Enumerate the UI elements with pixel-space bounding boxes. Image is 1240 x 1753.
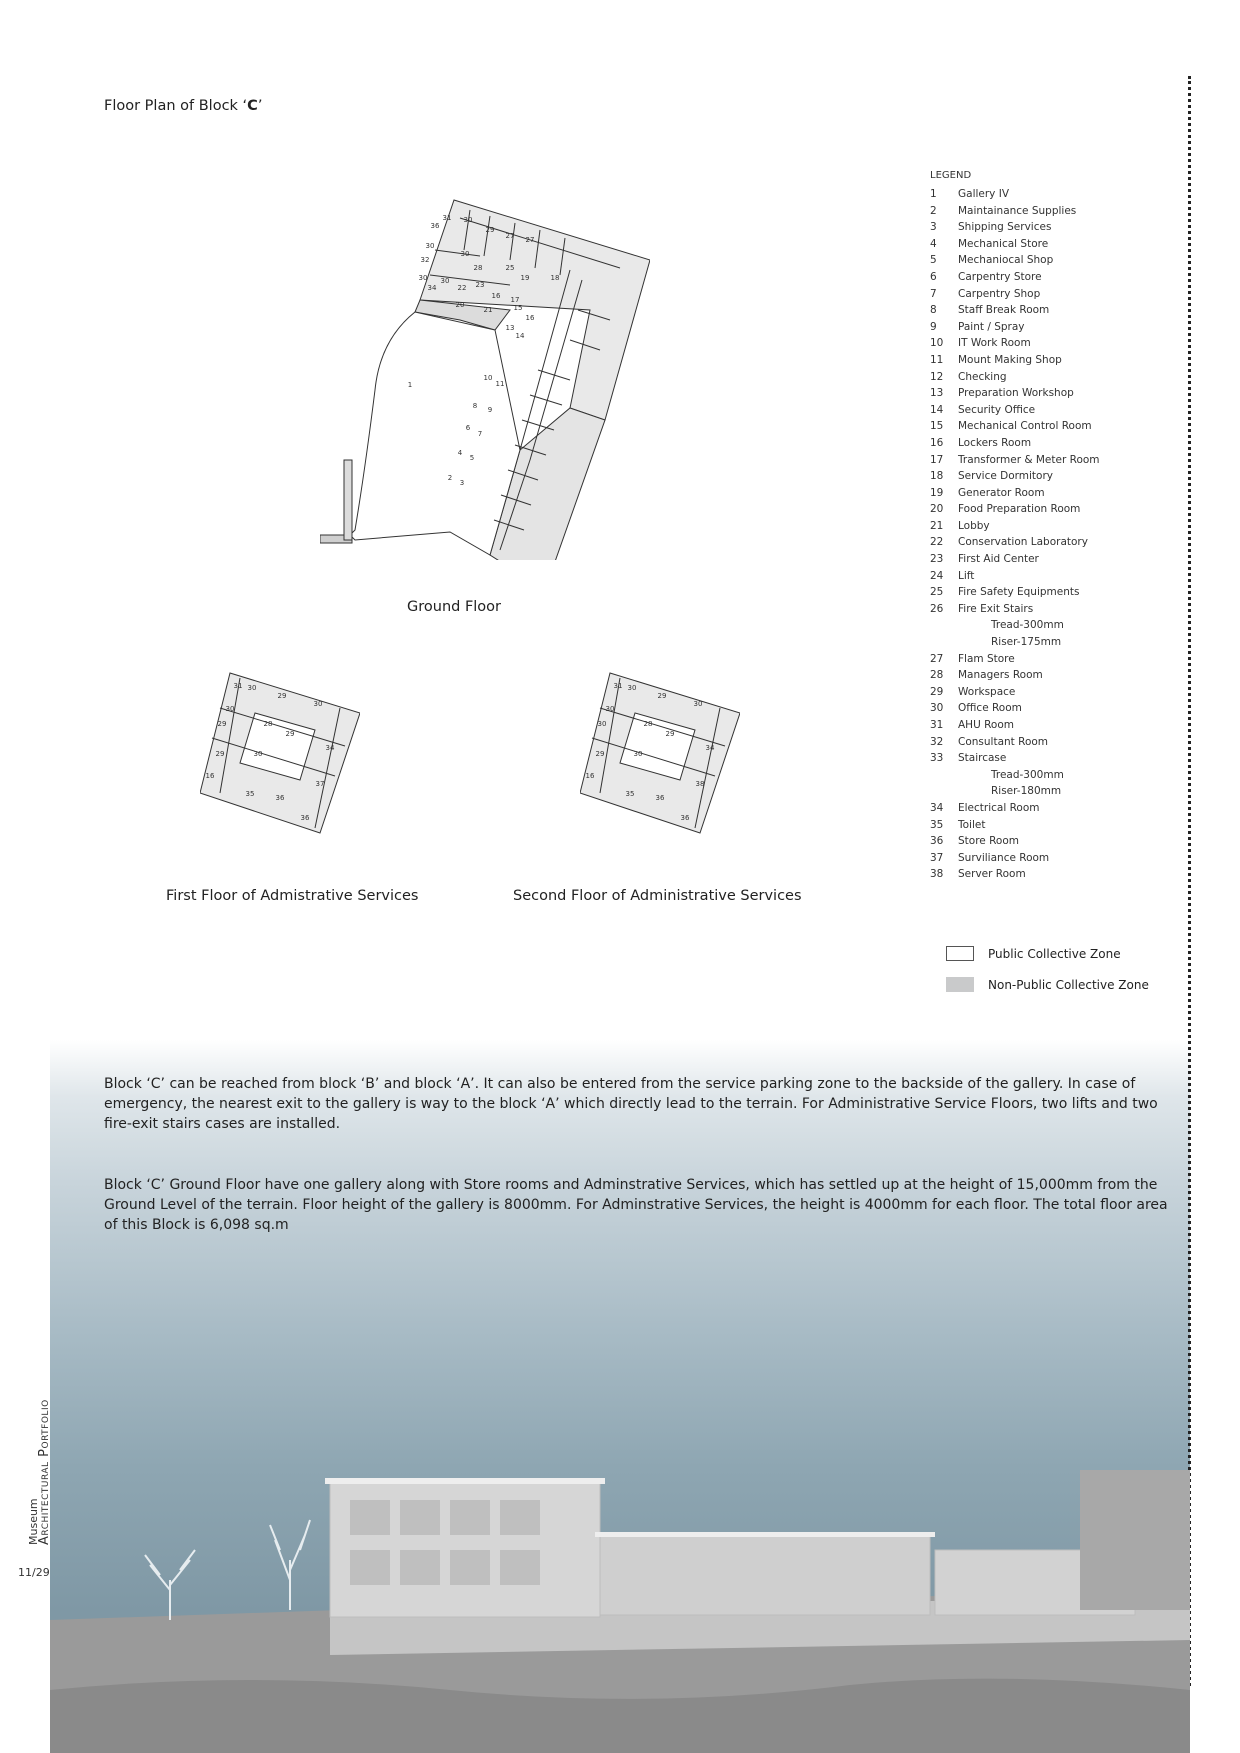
legend-item-number: 26	[930, 602, 944, 615]
legend-item-label: Transformer & Meter Room	[958, 453, 1100, 466]
svg-text:7: 7	[477, 430, 483, 438]
svg-text:16: 16	[525, 314, 535, 322]
legend-item-label: Gallery IV	[958, 188, 1010, 200]
svg-text:38: 38	[695, 780, 705, 788]
legend-item-number: 37	[930, 851, 944, 864]
svg-text:34: 34	[325, 744, 335, 752]
page-number: 11/29	[18, 1566, 50, 1579]
svg-text:4: 4	[457, 449, 463, 457]
svg-text:18: 18	[550, 274, 560, 282]
legend-item	[930, 866, 1100, 883]
svg-text:36: 36	[300, 814, 310, 822]
legend-item-number: 3	[930, 221, 937, 234]
legend-item	[930, 435, 1100, 452]
admin-roof	[325, 1478, 605, 1484]
svg-text:29: 29	[277, 692, 287, 700]
legend-item-number	[930, 634, 958, 651]
legend-item	[930, 734, 1100, 751]
legend-item-number: 16	[930, 436, 944, 449]
svg-text:30: 30	[627, 684, 637, 692]
portfolio-side-label	[28, 1285, 52, 1545]
svg-text:36: 36	[655, 794, 665, 802]
legend-item	[930, 767, 1100, 784]
legend-item	[930, 302, 1100, 319]
legend-item-number: 35	[930, 818, 944, 831]
legend-item	[930, 800, 1100, 817]
legend-item-number: 9	[930, 320, 937, 333]
legend-item-number	[930, 783, 958, 800]
legend-item-number: 31	[930, 719, 944, 731]
legend-item-label: Security Office	[958, 403, 1036, 416]
svg-text:21: 21	[483, 306, 493, 314]
legend-item-label: Server Room	[958, 868, 1026, 881]
legend-item-number: 30	[930, 702, 944, 715]
building-section-elevation	[50, 1440, 1190, 1753]
legend-item-label: Tread-300mm	[991, 619, 1064, 632]
legend-item	[930, 717, 1100, 734]
legend-item-number: 2	[930, 204, 937, 217]
public-zone-swatch	[946, 946, 974, 961]
legend-item	[930, 219, 1100, 236]
legend-item-label: Shipping Services	[958, 221, 1052, 234]
legend-item-label: First Aid Center	[958, 553, 1039, 566]
legend-item-number: 25	[930, 586, 944, 599]
svg-text:29: 29	[657, 692, 667, 700]
legend-item-label: Workspace	[958, 685, 1016, 698]
legend-item-label: Staff Break Room	[958, 304, 1050, 317]
svg-text:36: 36	[680, 814, 690, 822]
svg-text:28: 28	[473, 264, 483, 272]
legend-item	[930, 568, 1100, 585]
svg-text:30: 30	[225, 705, 235, 713]
svg-text:6: 6	[465, 424, 471, 432]
legend-item-number: 4	[930, 237, 937, 250]
legend-item	[930, 468, 1100, 485]
svg-text:30: 30	[633, 750, 643, 758]
legend-item-label: Carpentry Store	[958, 270, 1042, 283]
legend-item	[930, 286, 1100, 303]
legend-item-number: 21	[930, 519, 944, 532]
svg-text:29: 29	[665, 730, 675, 738]
legend-item-number: 34	[930, 801, 944, 814]
svg-text:30: 30	[418, 274, 428, 282]
svg-text:30: 30	[460, 250, 470, 258]
description-paragraph-access: Block ‘C’ can be reached from block ‘B’ and block ‘A’. It can also be entered from the service parking zone to the backside of the gallery. In case of emergency, the nearest exit to the gallery is way to the block ‘A’ which directly lead to the terrain. For Administrative Service Floors, two lifts and two fire-exit stairs cases are installed.	[104, 1076, 1158, 1132]
legend-item-number: 24	[930, 569, 944, 582]
svg-text:16: 16	[205, 772, 215, 780]
svg-text:34: 34	[705, 744, 715, 752]
ground-floor-plan	[320, 190, 650, 560]
legend-item	[930, 783, 1100, 800]
second-floor-caption: Second Floor of Administrative Services	[513, 888, 802, 904]
legend-item-label: Generator Room	[958, 486, 1045, 499]
svg-text:27: 27	[525, 236, 535, 244]
first-floor-caption: First Floor of Admistrative Services	[166, 888, 419, 904]
nonpublic-zone-swatch	[946, 977, 974, 992]
legend-item-label: Staircase	[958, 752, 1007, 765]
legend-item-label: Lobby	[958, 519, 990, 532]
svg-text:30: 30	[247, 684, 257, 692]
svg-text:2: 2	[447, 474, 453, 482]
svg-text:8: 8	[472, 402, 478, 410]
svg-text:36: 36	[430, 222, 440, 230]
side-label-museum: Museum	[27, 1498, 40, 1545]
svg-text:15: 15	[513, 304, 523, 312]
legend-item	[930, 452, 1100, 469]
legend-title: LEGEND	[930, 170, 972, 181]
legend-item	[930, 850, 1100, 867]
legend-item-label: IT Work Room	[958, 337, 1031, 350]
svg-text:22: 22	[457, 284, 467, 292]
legend-item	[930, 833, 1100, 850]
svg-text:29: 29	[215, 750, 225, 758]
legend-item-label: Mechanical Control Room	[958, 420, 1092, 433]
legend-item-number: 19	[930, 486, 944, 499]
legend-item	[930, 402, 1100, 419]
plan-gallery-outline	[350, 312, 520, 555]
legend-item-label: Mechanical Store	[958, 237, 1049, 250]
legend-item	[930, 584, 1100, 601]
nonpublic-zone-label: Non-Public Collective Zone	[988, 977, 1149, 992]
legend-item-number	[930, 617, 958, 634]
legend-item-label: Riser-180mm	[991, 785, 1062, 798]
legend-item	[930, 534, 1100, 551]
legend-item	[930, 203, 1100, 220]
legend-item	[930, 684, 1100, 701]
svg-text:35: 35	[625, 790, 635, 798]
svg-text:11: 11	[495, 380, 505, 388]
legend-item-label: Flam Store	[958, 652, 1015, 665]
legend-item-label: Preparation Workshop	[958, 387, 1074, 400]
tree-left	[145, 1550, 195, 1620]
gallery-block	[600, 1535, 930, 1615]
legend-item	[930, 551, 1100, 568]
svg-text:29: 29	[485, 226, 495, 234]
gallery-roof	[595, 1532, 935, 1537]
svg-text:23: 23	[475, 281, 485, 289]
svg-text:31: 31	[442, 214, 452, 222]
legend-public-zone	[946, 946, 1121, 961]
legend-item-label: Toilet	[958, 818, 986, 831]
legend-item-label: Food Preparation Room	[958, 503, 1081, 516]
legend-item	[930, 634, 1100, 651]
svg-text:1: 1	[407, 381, 413, 389]
legend-item	[930, 817, 1100, 834]
svg-text:27: 27	[505, 232, 515, 240]
legend-item-number: 18	[930, 470, 944, 483]
legend-item-number: 23	[930, 553, 944, 566]
legend-item-label: Electrical Room	[958, 801, 1040, 814]
legend-item	[930, 418, 1100, 435]
legend-item-number: 10	[930, 337, 944, 350]
legend-item-number: 13	[930, 387, 944, 400]
svg-text:28: 28	[263, 720, 273, 728]
svg-text:13: 13	[505, 324, 515, 332]
legend-item-label: Surviliance Room	[958, 851, 1050, 864]
legend-item	[930, 236, 1100, 253]
svg-text:31: 31	[613, 682, 623, 690]
legend-item-label: Conservation Laboratory	[958, 536, 1088, 549]
legend-item-number: 32	[930, 735, 944, 748]
legend-item-label: Lockers Room	[958, 436, 1032, 449]
public-zone-label: Public Collective Zone	[988, 946, 1121, 961]
legend-list	[930, 186, 1100, 883]
legend-item-number: 36	[930, 835, 944, 848]
side-label-portfolio: Architectural Portfolio	[37, 1399, 52, 1545]
legend-item	[930, 186, 1100, 203]
legend-item-label: Managers Room	[958, 669, 1043, 682]
svg-text:30: 30	[597, 720, 607, 728]
svg-text:19: 19	[520, 274, 530, 282]
legend-item	[930, 319, 1100, 336]
legend-item	[930, 651, 1100, 668]
svg-text:25: 25	[505, 264, 515, 272]
legend-item-number	[930, 767, 958, 784]
svg-text:30: 30	[425, 242, 435, 250]
legend-item-label: Service Dormitory	[958, 470, 1054, 483]
legend-nonpublic-zone	[946, 977, 1149, 992]
ground-floor-caption: Ground Floor	[407, 599, 502, 615]
legend-item	[930, 667, 1100, 684]
svg-text:37: 37	[315, 780, 325, 788]
legend-item	[930, 252, 1100, 269]
svg-text:10: 10	[483, 374, 493, 382]
legend	[930, 170, 1100, 883]
legend-item-label: Checking	[958, 370, 1007, 383]
legend-item	[930, 352, 1100, 369]
legend-item-label: Office Room	[958, 702, 1022, 715]
legend-item-label: AHU Room	[958, 719, 1015, 731]
svg-text:3: 3	[459, 479, 465, 487]
description-paragraph-floors: Block ‘C’ Ground Floor have one gallery along with Store rooms and Adminstrative Services, which has settled up at the height of 15,000mm from the Ground Level of the terrain. Floor height of the gallery is 8000mm. For Adminstrative Services, the height is 4000mm for each floor. The total floor area of this Block is 6,098 sq.m	[104, 1177, 1168, 1233]
svg-text:31: 31	[233, 682, 243, 690]
svg-text:29: 29	[285, 730, 295, 738]
legend-item-label: Consultant Room	[958, 735, 1049, 748]
legend-item-number: 7	[930, 287, 937, 300]
svg-text:16: 16	[585, 772, 595, 780]
legend-item-label: Riser-175mm	[991, 636, 1062, 649]
svg-text:28: 28	[643, 720, 653, 728]
legend-item-number: 8	[930, 304, 937, 317]
legend-item-label: Store Room	[958, 835, 1019, 848]
legend-item-label: Fire Safety Equipments	[958, 586, 1080, 599]
legend-item-label: Maintainance Supplies	[958, 204, 1077, 217]
svg-text:16: 16	[491, 292, 501, 300]
legend-item-number: 15	[930, 420, 944, 433]
legend-item-label: Carpentry Shop	[958, 287, 1041, 300]
svg-text:30: 30	[605, 705, 615, 713]
svg-text:5: 5	[469, 454, 475, 462]
svg-text:30: 30	[463, 216, 473, 224]
page-title: Floor Plan of Block ‘C’	[104, 98, 263, 114]
first-floor-plan	[200, 668, 360, 838]
legend-item-number: 6	[930, 270, 937, 283]
svg-text:29: 29	[217, 720, 227, 728]
legend-item	[930, 617, 1100, 634]
legend-item-label: Lift	[958, 569, 975, 582]
tree-mid	[270, 1520, 310, 1610]
svg-text:30: 30	[253, 750, 263, 758]
legend-item	[930, 750, 1100, 767]
legend-item-label: Mechaniocal Shop	[958, 254, 1054, 267]
legend-item	[930, 369, 1100, 386]
svg-text:29: 29	[595, 750, 605, 758]
svg-text:20: 20	[455, 301, 465, 309]
legend-item-label: Mount Making Shop	[958, 353, 1062, 366]
legend-item-number: 14	[930, 403, 944, 416]
legend-item	[930, 700, 1100, 717]
svg-text:36: 36	[275, 794, 285, 802]
svg-text:30: 30	[440, 277, 450, 285]
legend-item	[930, 485, 1100, 502]
svg-text:14: 14	[515, 332, 525, 340]
legend-item	[930, 269, 1100, 286]
legend-item-number: 27	[930, 652, 944, 665]
legend-item-number: 5	[930, 254, 937, 267]
legend-item-number: 12	[930, 370, 944, 383]
svg-text:9: 9	[487, 406, 493, 414]
svg-text:30: 30	[693, 700, 703, 708]
svg-text:30: 30	[313, 700, 323, 708]
legend-item	[930, 385, 1100, 402]
legend-item-number: 11	[930, 353, 944, 366]
legend-item-number: 1	[930, 188, 937, 200]
legend-item	[930, 501, 1100, 518]
legend-item-number: 29	[930, 685, 944, 698]
second-floor-plan	[580, 668, 740, 838]
legend-item-number: 22	[930, 536, 944, 549]
svg-text:34: 34	[427, 284, 437, 292]
legend-item-label: Paint / Spray	[958, 320, 1025, 333]
legend-item	[930, 601, 1100, 618]
legend-item-number: 17	[930, 453, 944, 466]
svg-text:32: 32	[420, 256, 430, 264]
legend-item-number: 38	[930, 868, 944, 881]
legend-item-label: Tread-300mm	[991, 768, 1064, 781]
legend-item	[930, 518, 1100, 535]
legend-item	[930, 335, 1100, 352]
legend-item-number: 33	[930, 752, 944, 765]
adjacent-block	[1080, 1470, 1190, 1610]
svg-text:35: 35	[245, 790, 255, 798]
legend-item-label: Fire Exit Stairs	[958, 602, 1034, 615]
legend-item-number: 20	[930, 503, 944, 516]
legend-item-number: 28	[930, 669, 944, 682]
svg-text:17: 17	[510, 296, 520, 304]
